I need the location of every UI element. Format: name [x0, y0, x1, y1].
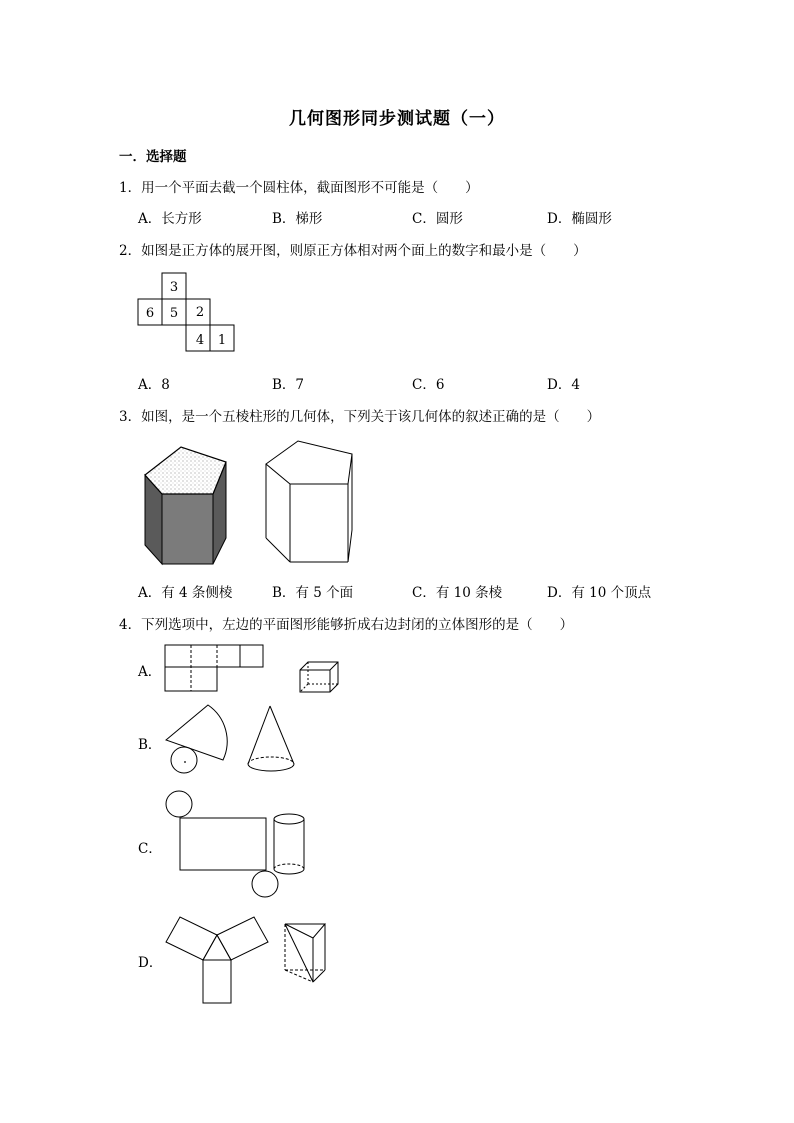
q4-option-c-label[interactable]: C． [138, 841, 162, 857]
q4-b-cone [246, 704, 298, 776]
q3-option-a[interactable]: A．有 4 条侧棱 [138, 585, 233, 601]
q3-option-d[interactable]: D．有 10 个顶点 [547, 585, 652, 601]
q4-option-a-label[interactable]: A． [138, 664, 162, 680]
q1-option-c[interactable]: C．圆形 [412, 211, 463, 227]
net-number-4: 4 [195, 333, 205, 348]
shaded-pentagonal-prism [134, 444, 230, 568]
q2-option-c[interactable]: C．6 [412, 377, 445, 393]
outline-pentagonal-prism [264, 438, 356, 566]
q4-c-cylinder-net [164, 790, 282, 900]
q3-option-b[interactable]: B．有 5 个面 [272, 585, 354, 601]
net-number-3: 3 [169, 280, 179, 295]
question-2-text: 2．如图是正方体的展开图，则原正方体相对两个面上的数字和最小是（ ） [119, 243, 587, 259]
q3-option-c[interactable]: C．有 10 条棱 [412, 585, 503, 601]
net-number-2: 2 [195, 305, 205, 320]
question-1-text: 1．用一个平面去截一个圆柱体，截面图形不可能是（ ） [119, 180, 479, 196]
q2-option-b[interactable]: B．7 [272, 377, 305, 393]
q4-b-sector-and-circle [164, 702, 226, 776]
q1-option-b[interactable]: B．梯形 [272, 211, 323, 227]
cube-net-figure [136, 272, 240, 356]
q4-a-cube-net [164, 644, 264, 694]
q1-option-d[interactable]: D．椭圆形 [547, 211, 612, 227]
question-3-text: 3．如图，是一个五棱柱形的几何体，下列关于该几何体的叙述正确的是（ ） [119, 409, 601, 425]
page-title: 几何图形同步测试题（一） [289, 109, 505, 129]
question-4-text: 4．下列选项中，左边的平面图形能够折成右边封闭的立体图形的是（ ） [119, 617, 574, 633]
q4-c-cylinder [272, 812, 306, 878]
q2-option-d[interactable]: D．4 [547, 377, 580, 393]
net-number-1: 1 [217, 333, 227, 348]
q4-d-triangular-prism [283, 918, 329, 986]
q2-option-a[interactable]: A．8 [138, 377, 170, 393]
section-heading: 一．选择题 [119, 149, 187, 165]
net-number-5: 5 [169, 306, 179, 321]
q4-a-cube [298, 660, 342, 694]
q4-d-prism-net [162, 910, 272, 1006]
q1-option-a[interactable]: A．长方形 [138, 211, 202, 227]
q4-option-b-label[interactable]: B． [138, 737, 162, 753]
net-number-6: 6 [145, 306, 155, 321]
q4-option-d-label[interactable]: D． [138, 955, 163, 971]
